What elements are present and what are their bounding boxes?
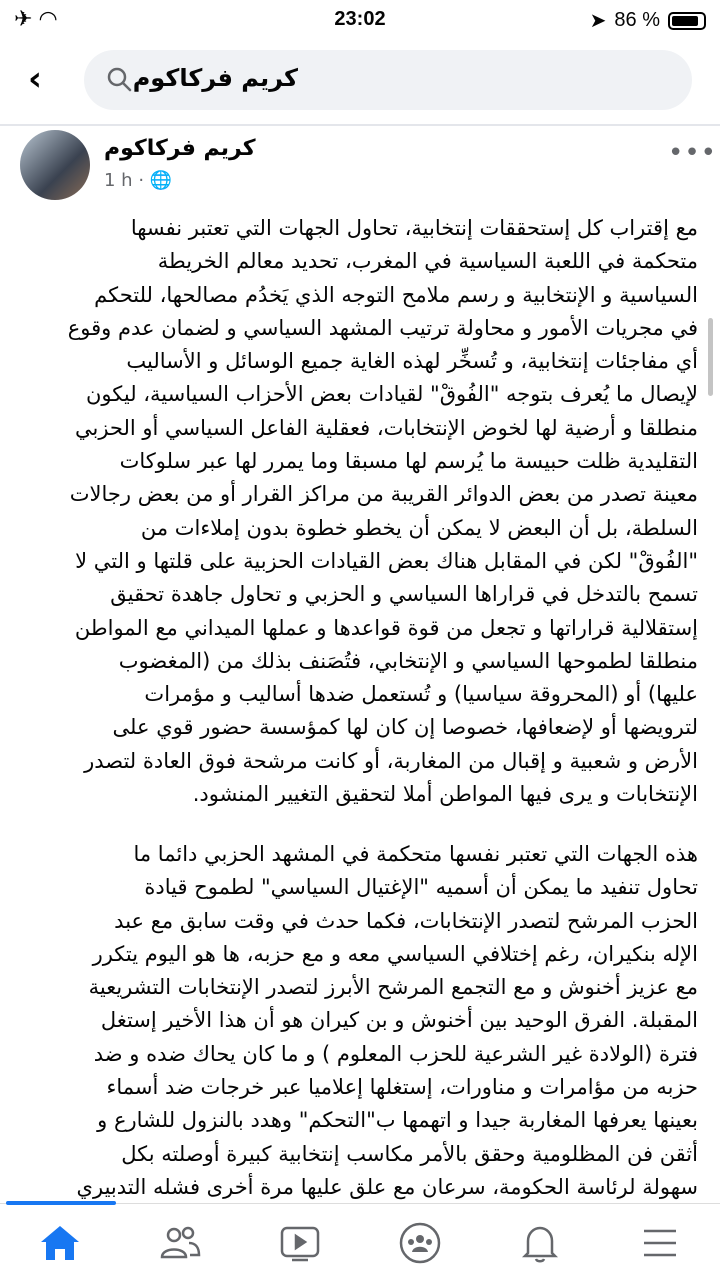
post-line: التقليدية ظلت حبيسة ما يُرسم لها مسبقا وما يمرر لها عبر سلوكات [119,449,698,474]
back-chevron-icon[interactable]: ‹ [28,59,43,99]
divider [0,124,720,126]
post-line: بعينها يعرفها المغاربة جيدا و اتهمها ب"التحكم" وهدد بالنزول للشارع و [97,1108,698,1133]
tab-friends[interactable] [150,1218,210,1268]
scrollbar[interactable] [708,318,713,396]
menu-icon [638,1223,682,1263]
post-line: أي مفاجئات إنتخابية، و تُسخِّر لهذه الغاية جميع الوسائل و الأساليب [126,349,698,374]
post-line: الإله بنكيران، رغم إختلافي السياسي معه و مع حزبه، ها هو اليوم يتكرر [92,941,698,966]
post-author[interactable]: كريم فركاكوم [104,136,256,161]
post-line: منطلقا لطموحها السياسي و الإنتخابي، فتُصَنف بذلك من (المغضوب [118,648,698,673]
post-line: الحزب المرشح لتصدر الإنتخابات، فكما حدث في وقت سابق مع عبد [114,908,698,933]
post-line: إستقلالية قراراتها و تجعل من قوة قواعدها و عملها الميداني مع المواطن [74,615,698,640]
notifications-icon [518,1223,562,1263]
tab-menu[interactable] [630,1218,690,1268]
battery-percent: 86 % [614,9,660,31]
post-line: السياسية و الإنتخابية و رسم ملامح التوجه الذي يَخدُم مصالحها، للتحكم [94,282,698,307]
search-input[interactable] [84,50,692,110]
post-paragraph-2 [30,838,698,1204]
post-line: هذه الجهات التي تعتبر نفسها متحكمة في المشهد الحزبي دائما ما [133,842,698,866]
post-line: تسمح بالتدخل في قراراها السياسي و الحزبي و تحاول جاهدة تحقيق [110,582,698,607]
post-line: في مجريات الأمور و محاولة ترتيب المشهد السياسي و لضمان عدم وقوع [67,315,698,340]
watch-icon [278,1223,322,1263]
bottom-nav [0,1203,720,1280]
post-line: لترويضها أو لإضعافها، خصوصا إن كان لها كمؤسسة حضور قوي على [112,715,698,740]
post-line: الإنتخابات و يرى فيها المواطن أملا لتحقيق التغيير المنشود. [192,782,698,807]
location-icon: ➤ [589,10,607,32]
post-meta: 1 h · 🌐 [104,170,173,191]
post-line: منطلقا و أرضية لها لخوض الإنتخابات، فعقلية الفاعل السياسي أو الحزبي [74,415,698,440]
tab-groups[interactable] [390,1218,450,1268]
home-icon [38,1223,82,1263]
avatar[interactable] [20,130,90,200]
post-line: سهولة لرئاسة الحكومة، سرعان مع علق عليها مرة أخرى فشله التدبيري [76,1174,698,1199]
battery-icon [668,12,706,30]
post-line: "الفُوقْ" لكن في المقابل هناك بعض القيادات الحزبية على قلتها و التي لا [75,548,698,573]
search-query: كريم فركاكوم [132,64,298,92]
globe-icon: 🌐 [149,170,173,191]
tab-watch[interactable] [270,1218,330,1268]
post-line: تحاول تنفيد ما يمكن أن أسميه "الإغتيال السياسي" لطموح قيادة [144,875,698,900]
groups-icon [398,1221,442,1265]
post-paragraph-1 [30,212,698,811]
airplane-wifi-icons: ✈ ◠ [14,6,58,31]
tab-notifications[interactable] [510,1218,570,1268]
post-line: متحكمة في اللعبة السياسية في المغرب، تحديد معالم الخريطة [157,249,698,274]
post-line: فترة (الولادة غير الشرعية للحزب المعلوم ) و ما كان يحاك ضده و ضد [93,1041,698,1066]
active-tab-indicator [6,1201,116,1205]
top-bar [0,48,720,112]
post-line: عليها) أو (المحروقة سياسيا) و تُستعمل ضدها أساليب و مؤمرات [144,682,698,707]
post-line: أثقن فن المظلومية وحقق بالأمر مكاسب إنتخابية كبيرة أوصلته بكل [121,1141,698,1166]
post-line: المقبلة. الفرق الوحيد بين أخنوش و بن كيران هو أن هذا الأخير إستغل [100,1008,698,1033]
more-options-icon[interactable]: ••• [668,138,718,168]
status-bar [0,0,720,38]
tab-home[interactable] [30,1218,90,1268]
post-line: السلطة، بل أن البعض لا يمكن أن يخطو خطوة بدون إملاءات من [140,515,698,540]
post-line: معينة تصدر من بعض الدوائر القريبة من مراكز القرار أو من بعض رجالات [69,482,698,507]
post-line: حزبه من مؤامرات و مناورات، إستغلها إعلاميا عبر خرجات ضد أسماء [106,1075,698,1100]
post-time[interactable]: 1 h [104,170,133,191]
clock: 23:02 [334,8,386,30]
post-line: لإيصال ما يُعرف بتوجه "الفُوقْ" لقيادات بعض الأحزاب السياسية، ليكون [85,382,698,407]
post-line: مع إقتراب كل إستحققات إنتخابية، تحاول الجهات التي تعتبر نفسها [130,216,698,240]
post-line: الأرض و شعبية و إقبال من المغاربة، أو كانت مرشحة فوق العادة لتصدر [84,748,698,773]
friends-icon [158,1223,202,1263]
post-line: مع عزيز أخنوش و مع التجمع المرشح الأبرز لتصدر الإنتخابات التشريعية [88,975,698,1000]
search-icon [104,64,134,94]
wifi-icon: ◠ [38,6,58,31]
